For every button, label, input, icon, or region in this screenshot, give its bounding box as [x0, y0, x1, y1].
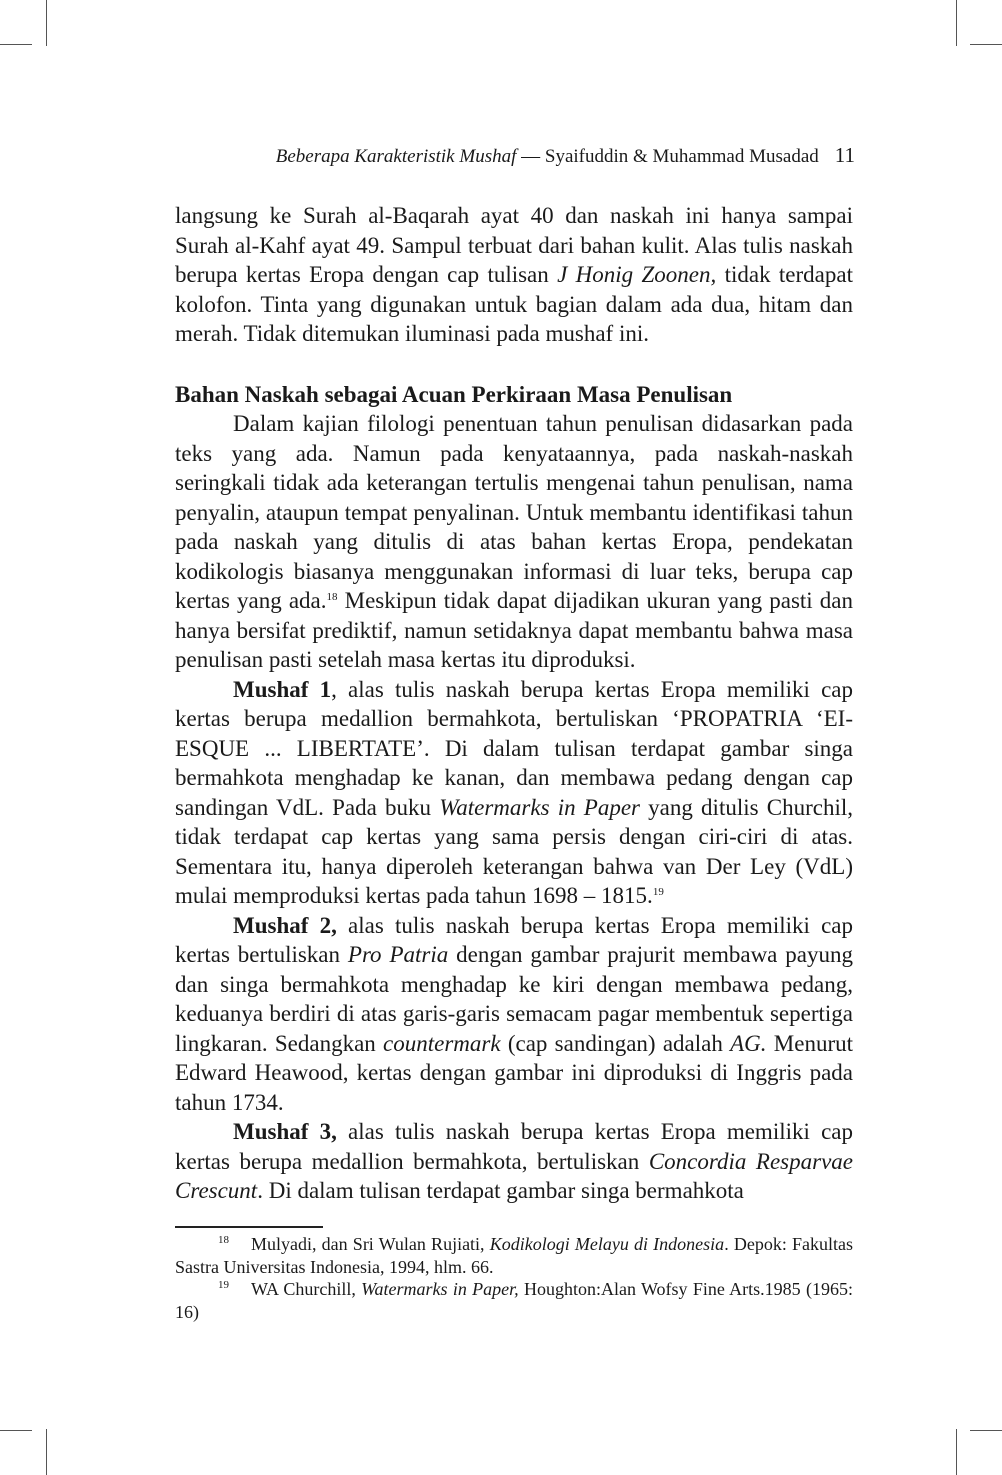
- mushaf-3-text: alas tulis naskah berupa kertas Eropa memiliki cap kertas berupa medallion bermahkota, bertuliskan: [175, 1119, 853, 1174]
- crop-mark-top-left-vertical: [46, 0, 47, 46]
- paragraph-2-text-end: Meskipun tidak dapat dijadikan ukuran yang pasti dan hanya bersifat prediktif, namun setidaknya dapat membantu bahwa masa penulisan pasti setelah masa kertas itu diproduksi.: [175, 588, 853, 672]
- footnote-ref-18[interactable]: 18: [326, 591, 338, 603]
- header-dash: —: [516, 146, 545, 167]
- crop-mark-bottom-right-horizontal: [970, 1430, 1002, 1431]
- footnote-18-text: Mulyadi, dan Sri Wulan Rujiati,: [251, 1234, 490, 1254]
- footnote-separator: [175, 1226, 323, 1228]
- crop-mark-bottom-left-vertical: [46, 1429, 47, 1475]
- footnote-18: [175, 1233, 853, 1278]
- running-header: [175, 143, 855, 169]
- paragraph-mushaf-2: [175, 911, 853, 1118]
- footnote-19: [175, 1278, 853, 1323]
- paragraph-1-text-end: tidak terdapat kolofon. Tinta yang digunakan untuk bagian dalam ada dua, hitam dan merah. Tidak ditemukan iluminasi pada mushaf ini.: [175, 262, 853, 346]
- mushaf-1-label: Mushaf 1: [233, 676, 332, 702]
- footnote-19-text-end: Houghton:Alan Wofsy Fine Arts.1985 (1965: 16): [175, 1279, 853, 1322]
- footnote-18-text-end: . Depok: Fakultas Sastra Universitas Indonesia, 1994, hlm. 66.: [175, 1234, 853, 1277]
- footnote-19-mark: 19: [218, 1279, 229, 1291]
- crop-mark-top-left-horizontal: [0, 44, 32, 45]
- paragraph-1: [175, 201, 853, 349]
- header-authors: Syaifuddin & Muhammad Musadad: [544, 146, 819, 167]
- mushaf-3-italic: Concordia Resparvae Crescunt: [175, 1148, 853, 1203]
- mushaf-2-text-end: Menurut Edward Heawood, kertas dengan gambar ini diproduksi di Inggris pada tahun 1734.: [175, 1030, 853, 1115]
- page-body: [175, 201, 853, 1206]
- book-title: Beberapa Karakteristik Mushaf: [275, 146, 517, 167]
- mushaf-1-text: , alas tulis naskah berupa kertas Eropa memiliki cap kertas berupa medallion bermahkota, bertuliskan ‘PROPATRIA ‘EIESQUE ... LIBERTATE’. Di dalam tulisan terdapat gambar singa bermahkota menghadap ke kanan, dan membawa pedang dengan cap sandingan VdL. Pada buku: [175, 676, 853, 820]
- mushaf-2-italic-pro-patria: Pro Patria: [347, 942, 449, 967]
- mushaf-2-italic-countermark: countermark: [383, 1030, 501, 1056]
- footnote-18-mark: 18: [218, 1234, 229, 1246]
- crop-mark-top-right-vertical: [956, 0, 957, 46]
- mushaf-3-label: Mushaf 3,: [233, 1119, 337, 1144]
- mushaf-1-text-end: yang ditulis Churchil, tidak terdapat cap kertas yang sama persis dengan ciri-ciri di atas. Sementara itu, hanya diperoleh keterangan bahwa van Der Ley (VdL) mulai memproduksi kertas pada tahun 1698 – 1815.: [175, 794, 853, 908]
- mushaf-3-text-end: . Di dalam tulisan terdapat gambar singa bermahkota: [257, 1178, 744, 1203]
- paragraph-1-text: langsung ke Surah al-Baqarah ayat 40 dan naskah ini hanya sampai Surah al-Kahf ayat 49. Sampul terbuat dari bahan kulit. Alas tulis naskah berupa kertas Eropa dengan cap tulisan: [175, 203, 853, 287]
- section-heading: Bahan Naskah sebagai Acuan Perkiraan Masa Penulisan: [175, 381, 733, 407]
- mushaf-2-text-mid: dengan gambar prajurit membawa payung dan singa bermahkota menghadap ke kiri dengan membawa pedang, keduanya berdiri di atas garis-garis semacam pagar membentuk sepertiga lingkaran. Sedangkan: [175, 942, 853, 1056]
- footnote-19-title: Watermarks in Paper,: [361, 1279, 519, 1299]
- mushaf-2-text: alas tulis naskah berupa kertas Eropa memiliki cap kertas bertuliskan: [175, 912, 853, 967]
- footnote-19-text: WA Churchill,: [251, 1279, 362, 1299]
- paragraph-mushaf-3: [175, 1117, 853, 1206]
- crop-mark-bottom-left-horizontal: [0, 1430, 32, 1431]
- crop-mark-bottom-right-vertical: [956, 1429, 957, 1475]
- footnote-18-title: Kodikologi Melayu di Indonesia: [489, 1234, 725, 1254]
- paragraph-2-text: Dalam kajian filologi penentuan tahun penulisan didasarkan pada teks yang ada. Namun pada kenyataannya, pada naskah-naskah seringkali tidak ada keterangan tertulis mengenai tahun penulisan, nama penyalin, ataupun tempat penyalinan. Untuk membantu identifikasi tahun pada naskah yang ditulis di atas bahan kertas Eropa, pendekatan kodikologis biasanya menggunakan informasi di luar teks, berupa cap kertas yang ada.: [175, 411, 853, 613]
- page-number: 11: [834, 143, 855, 167]
- footnote-ref-19[interactable]: 19: [652, 886, 664, 898]
- mushaf-2-text-adalah: (cap sandingan) adalah: [500, 1030, 731, 1056]
- mushaf-2-label: Mushaf 2,: [233, 912, 337, 938]
- mushaf-1-italic: Watermarks in Paper: [439, 794, 640, 820]
- paragraph-1-italic: J Honig Zoonen,: [557, 262, 717, 287]
- footnotes: [175, 1233, 853, 1323]
- crop-mark-top-right-horizontal: [970, 44, 1002, 45]
- paragraph-mushaf-1: [175, 675, 853, 911]
- mushaf-2-italic-ag: AG.: [730, 1030, 767, 1056]
- paragraph-2: [175, 409, 853, 675]
